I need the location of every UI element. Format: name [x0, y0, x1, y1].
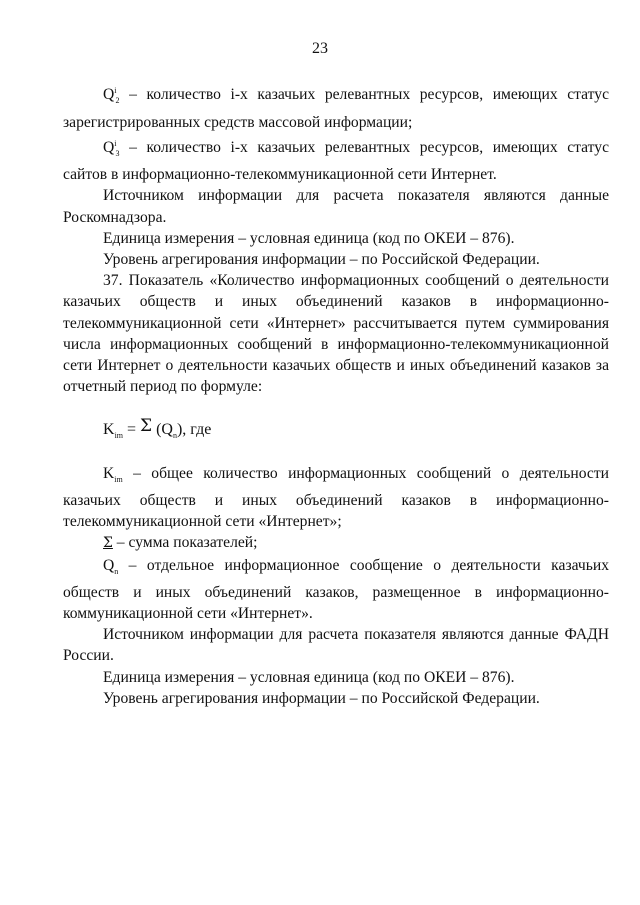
unit-paragraph-2: Единица измерения – условная единица (код по ОКЕИ – 876).: [103, 668, 515, 686]
qn-text: – отдельное информационное сообщение о деятельности казачьих обществ и иных объединений казаков, размещенное в информационно-коммуникационной сети «Интернет».: [63, 556, 609, 623]
page-number: 23: [312, 40, 328, 57]
kim-text: – общее количество информационных сообщений о деятельности казачьих обществ и иных объединений казаков в информационно-телекоммуникационной сети «Интернет»;: [63, 464, 609, 531]
unit-paragraph-1: Единица измерения – условная единица (код по ОКЕИ – 876).: [103, 229, 515, 247]
q3-text: – количество i-х казачьих релевантных ресурсов, имеющих статус сайтов в информационно-телекоммуникационной сети Интернет.: [63, 138, 609, 184]
formula-lhs-sub: im: [114, 431, 124, 441]
formula-rhs-sub: n: [172, 431, 177, 441]
kim-symbol: K: [103, 464, 115, 482]
source-paragraph-1: Источником информации для расчета показателя являются данные Роскомнадзора.: [63, 187, 609, 226]
sigma-symbol: Σ: [103, 535, 113, 552]
qn-definition: [63, 555, 609, 625]
q2-definition: [63, 80, 609, 133]
kim-sub: im: [114, 474, 123, 484]
kim-definition: [63, 463, 609, 533]
source-paragraph-2: Источником информации для расчета показателя являются данные ФАДН России.: [63, 626, 609, 665]
aggregation-paragraph-2: Уровень агрегирования информации – по Российской Федерации.: [103, 689, 540, 707]
formula-lhs: K: [103, 421, 115, 439]
aggregation-paragraph-1: Уровень агрегирования информации – по Российской Федерации.: [103, 251, 540, 269]
formula-sigma: Σ: [140, 416, 153, 437]
sigma-text: – сумма показателей;: [112, 534, 258, 552]
sigma-definition: [63, 532, 609, 554]
q2-text: – количество i-х казачьих релевантных ресурсов, имеющих статус зарегистрированных средств массовой информации;: [63, 86, 609, 131]
formula-eq: =: [123, 421, 141, 439]
q3-symbol: $Q^i_3$: [103, 138, 120, 158]
item-37-paragraph: 37. Показатель «Количество информационных сообщений о деятельности казачьих обществ и иных объединений казаков в информационно-телекоммуникационной сети «Интернет» рассчитывается путем суммирования числа информационных сообщений в информационно-телекоммуникационной сети Интернет о деятельности казачьих обществ и иных объединений казаков за отчетный период по формуле:: [63, 272, 609, 396]
qn-sub: n: [114, 566, 119, 576]
page-body: [63, 80, 609, 709]
formula: [63, 417, 609, 448]
q3-definition: [63, 133, 609, 186]
qn-symbol: Q: [103, 556, 115, 574]
formula-rhs: (Q: [152, 421, 173, 439]
q2-symbol: $Q^i_2$: [103, 86, 120, 106]
formula-tail: ), где: [176, 421, 212, 439]
